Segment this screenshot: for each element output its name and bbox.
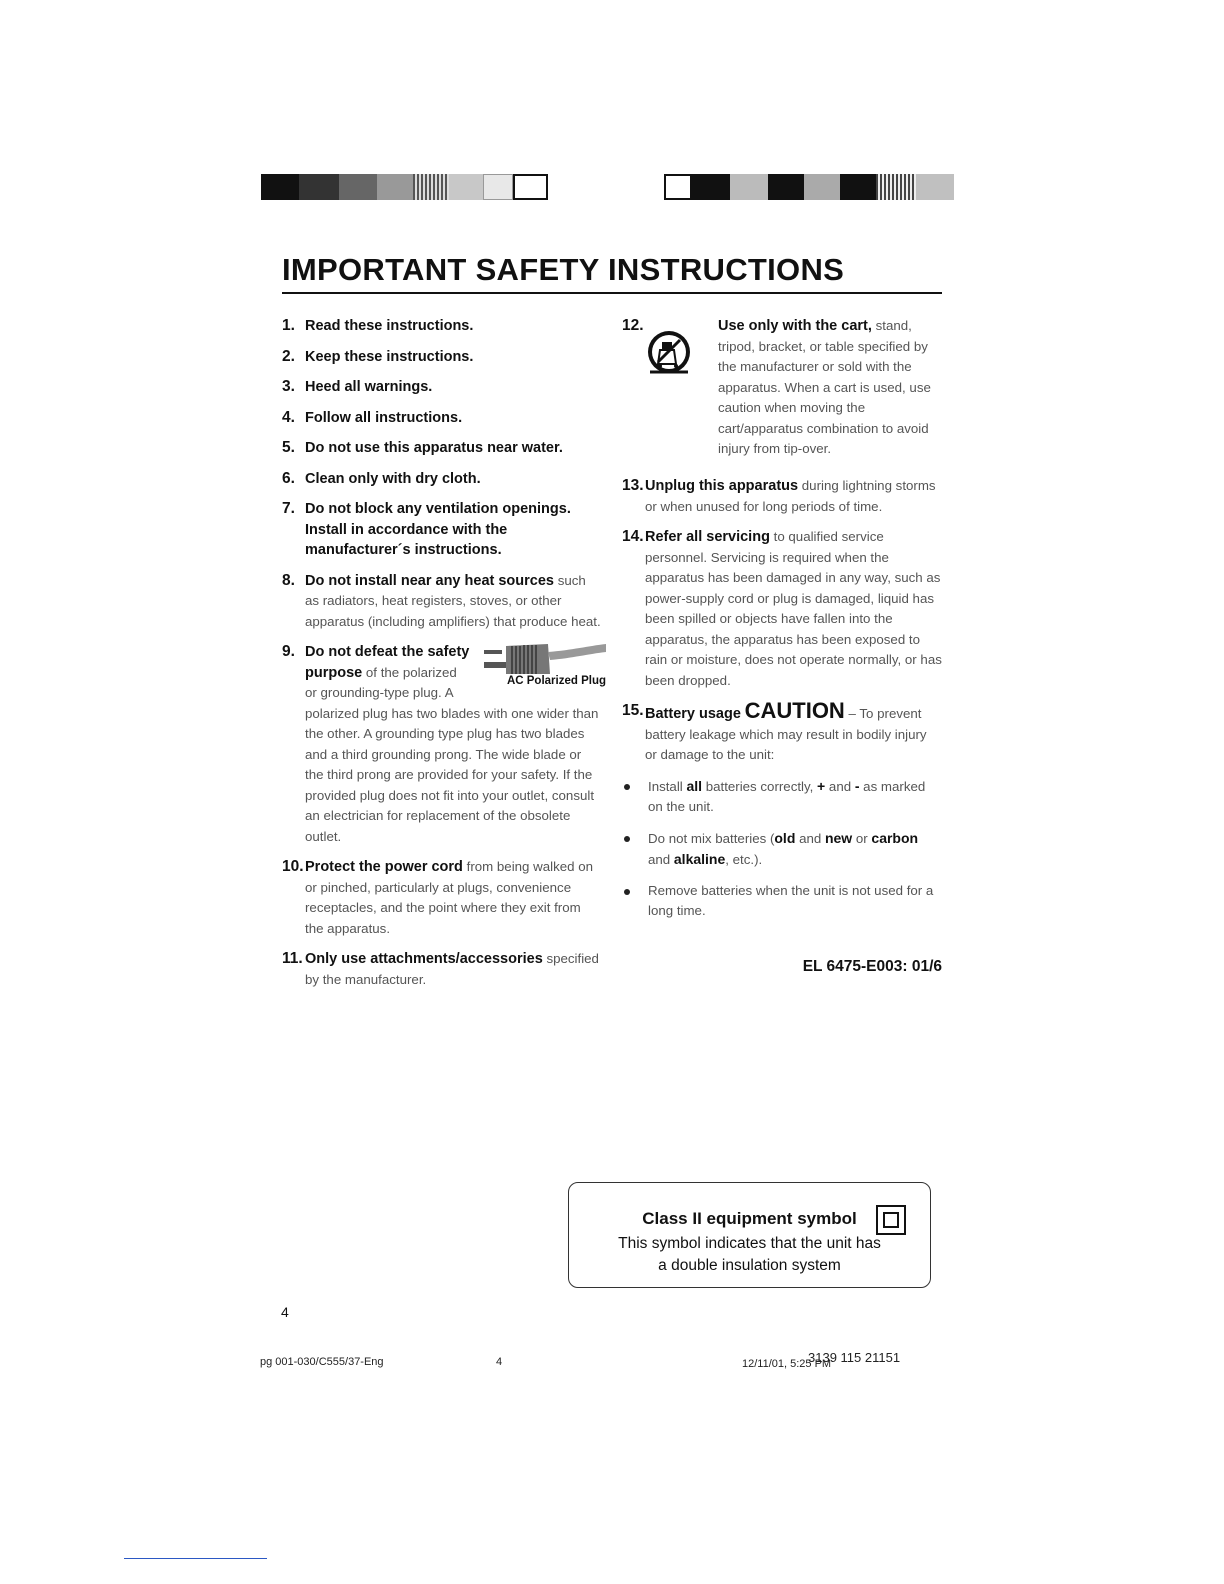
item-number: 8. (282, 571, 295, 589)
footer-date: 12/11/01, 5:25 PM (742, 1358, 832, 1370)
class-ii-symbol-box (568, 1182, 931, 1288)
instructions-left-column (282, 316, 606, 1000)
item-number: 13. (622, 477, 644, 494)
item-text: of the polarized or grounding-type plug. A polarized plug has two blades with one wider than the other. A grounding type plug has two blades and a third grounding prong. The wide blade or the third prong are provided for your safety. If the provided plug does not fit into your outlet, consult an electrician for replacement of the obsolete outlet. (305, 664, 599, 844)
class-ii-line: This symbol indicates that the unit has (618, 1235, 881, 1252)
polarized-plug-figure (478, 640, 608, 696)
battery-bullet (622, 776, 942, 818)
page-number: 4 (281, 1304, 289, 1320)
instruction-item (282, 347, 602, 368)
item-number: 7. (282, 500, 295, 517)
item-heading: Read these instructions. (305, 318, 474, 334)
instruction-item (282, 438, 602, 459)
battery-bullet (622, 881, 942, 922)
footer-file: pg 001-030/C555/37-Eng (260, 1356, 384, 1368)
instruction-item (622, 527, 942, 691)
item-heading: Refer all servicing (645, 529, 770, 545)
instruction-item (622, 316, 942, 466)
item-text: specified by the manufacturer. (305, 951, 599, 987)
item-heading: Do not defeat the safety purpose (305, 644, 470, 681)
bullet-text: Install (648, 778, 687, 794)
item-text: such as radiators, heat registers, stoves, or other apparatus (including amplifiers) that produce heat. (305, 572, 601, 629)
item-number: 15. (622, 702, 644, 719)
item-number: 4. (282, 408, 295, 426)
item-text: during lightning storms or when unused for long periods of time. (645, 478, 936, 514)
bullet-text: and (648, 852, 674, 867)
bullet-text: , etc.). (725, 852, 763, 867)
instruction-item (622, 476, 942, 517)
bottom-divider (124, 1558, 267, 1559)
instruction-item (282, 499, 602, 561)
plus-symbol: + (817, 777, 826, 794)
instruction-item (282, 571, 602, 633)
item-number: 14. (622, 528, 644, 545)
item-heading: Only use attachments/accessories (305, 951, 543, 967)
bullet-text: and (825, 778, 855, 794)
class-ii-line: a double insulation system (658, 1257, 841, 1274)
instructions-right-column (622, 316, 942, 932)
item-heading: Heed all warnings. (305, 379, 433, 395)
instruction-item (282, 857, 602, 939)
item-number: 12. (622, 317, 644, 334)
class-ii-title: Class II equipment symbol (642, 1209, 857, 1228)
document-code: EL 6475-E003: 01/6 (802, 958, 942, 975)
item-number: 6. (282, 469, 295, 487)
item-number: 9. (282, 643, 295, 660)
item-text: stand, tripod, bracket, or table specified by the manufacturer or sold with the apparatus. When a cart is used, use caution when moving the cart/apparatus combination to avoid injury from tip-over. (718, 318, 931, 456)
bullet-text: Do not mix batteries ( (648, 830, 775, 846)
item-text: from being walked on or pinched, particularly at plugs, convenience receptacles, and the point where they exit from the apparatus. (305, 859, 594, 936)
caution-label: CAUTION (744, 698, 845, 723)
page-title: IMPORTANT SAFETY INSTRUCTIONS (282, 252, 845, 287)
item-heading: Unplug this apparatus (645, 478, 799, 494)
bullet-text: and (795, 830, 825, 846)
item-number: 2. (282, 347, 295, 365)
item-heading: Do not install near any heat sources (305, 572, 554, 589)
instruction-item (282, 377, 602, 398)
instruction-item (282, 316, 602, 337)
bullet-bold: alkaline (673, 851, 726, 867)
bullet-bold: carbon (871, 829, 919, 846)
item-heading: Do not use this apparatus near water. (305, 440, 563, 456)
item-heading: Keep these instructions. (305, 348, 474, 365)
item-heading: Use only with the cart, (718, 318, 872, 334)
registration-bar-right (664, 174, 954, 200)
bullet-text: batteries correctly, (702, 778, 818, 794)
item-number: 5. (282, 439, 295, 456)
item-heading: Do not block any ventilation openings. Install in accordance with the manufacturer´s instructions. (305, 501, 571, 558)
cart-tip-over-warning-icon (646, 328, 692, 376)
instruction-item (282, 408, 602, 429)
title-rule (282, 292, 942, 294)
item-text: to qualified service personnel. Servicing is required when the apparatus has been damaged in any way, such as power-supply cord or plug is damaged, liquid has been spilled or objects have fallen into the apparatus, the apparatus has been exposed to rain or moisture, does not operate normally, or has been dropped. (645, 529, 942, 688)
instruction-item (282, 642, 606, 847)
item-number: 11. (282, 950, 303, 967)
instruction-item (282, 949, 602, 990)
footer-code: 3139 115 21151 (808, 1350, 901, 1365)
plug-label: AC Polarized Plug (506, 675, 606, 687)
bullet-text: or (852, 830, 872, 846)
item-heading: Protect the power cord (305, 859, 463, 875)
bullet-bold: new (824, 829, 853, 846)
item-number: 1. (282, 317, 295, 334)
bullet-text: as marked on the unit. (648, 778, 926, 814)
item-number: 10. (282, 858, 304, 875)
minus-symbol: - (854, 777, 860, 794)
bullet-bold: old (774, 829, 796, 846)
bullet-bold: all (686, 777, 703, 794)
instruction-item (622, 698, 942, 766)
footer-page: 4 (496, 1356, 503, 1368)
battery-bullet (622, 828, 942, 871)
item-text: – To prevent battery leakage which may result in bodily injury or damage to the unit: (645, 706, 927, 762)
double-square-icon (876, 1205, 906, 1235)
item-number: 3. (282, 378, 295, 395)
bullet-text: Remove batteries when the unit is not used for a long time. (648, 882, 934, 918)
item-heading: Clean only with dry cloth. (305, 470, 481, 487)
item-heading: Follow all instructions. (305, 409, 463, 426)
registration-bar-left (261, 174, 548, 200)
item-heading: Battery usage (645, 706, 741, 722)
class-ii-description (569, 1233, 930, 1277)
instruction-item (282, 469, 602, 490)
